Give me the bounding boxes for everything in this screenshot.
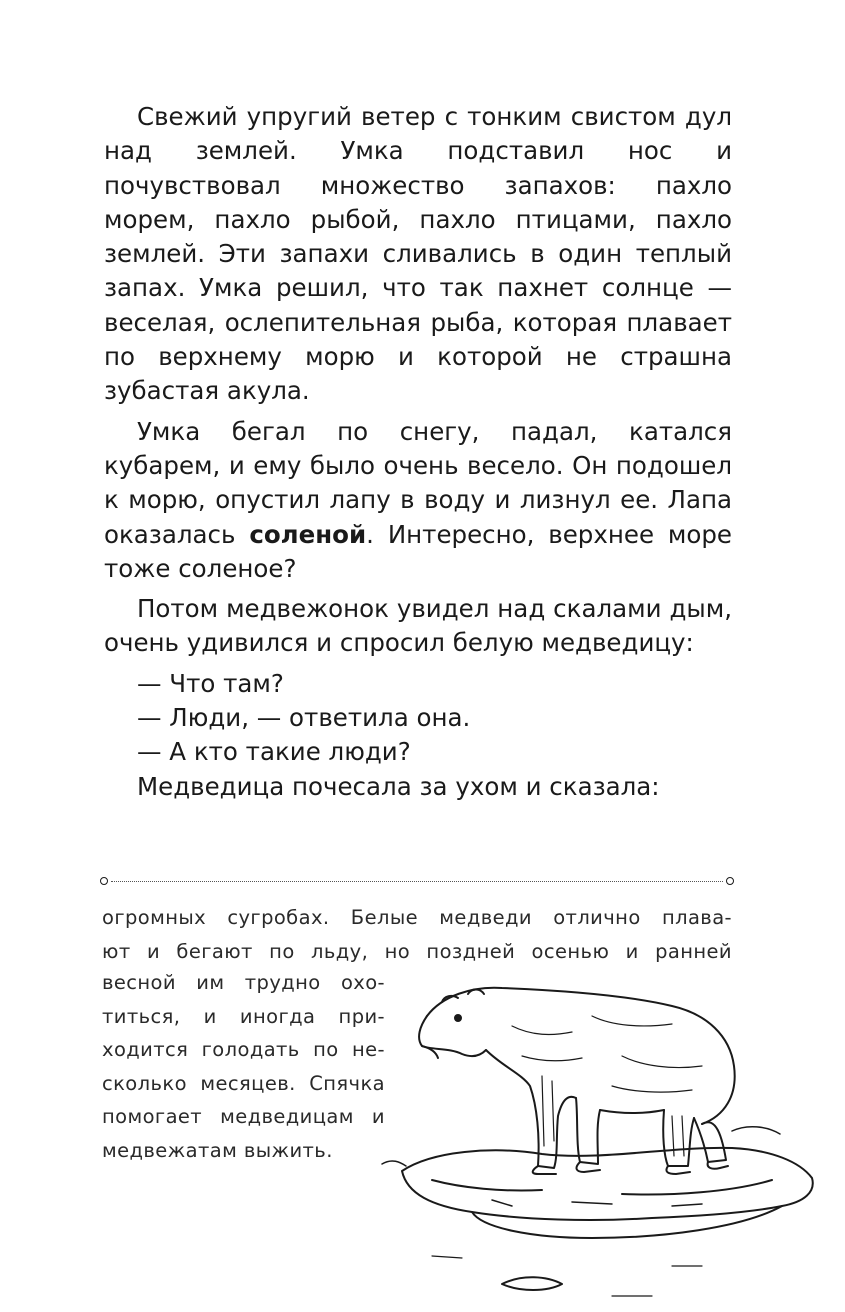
story-paragraph-2: [104, 415, 732, 586]
note-text-top: [102, 901, 732, 968]
dialogue-line-3: — А кто такие люди?: [137, 737, 411, 767]
story-paragraph-2-end: . Интересно, верхнее море тоже соленое?: [104, 519, 732, 583]
polar-bear-illustration: [372, 966, 820, 1306]
note-side-line: весной им трудно охо-: [102, 971, 385, 994]
bold-word: соленой: [249, 519, 367, 549]
dialogue-line-2: — Люди, — ответила она.: [137, 703, 471, 733]
story-paragraph-1: Свежий упругий ветер с тонким свистом дул над землей. Умка подставил нос и почувствовал множество запахов: пахло морем, пахло рыбой, пахло птицами, пахло землей. Эти запахи сливались в один теплый запах. Умка решил, что так пахнет солнце — веселая, ослепительная рыба, которая плавает по верхнему морю и которой не страшна зубастая акула.: [104, 102, 732, 406]
note-side-line: титься, и иногда при-: [102, 1004, 385, 1028]
story-text: [104, 100, 732, 804]
note-side-line: ходится голодать по не-: [102, 1038, 385, 1061]
note-text-side: [102, 966, 385, 1167]
note-side-line: помогает медведицам и: [102, 1105, 385, 1128]
dotted-divider: [100, 876, 734, 886]
note-side-line: медвежатам выжить.: [102, 1138, 333, 1162]
story-paragraph-4: Медведица почесала за ухом и сказала:: [137, 771, 660, 801]
note-side-line: сколько месяцев. Спячка: [102, 1071, 385, 1095]
divider-line: [111, 881, 723, 882]
story-paragraph-2-start: Умка бегал по снегу, падал, катался кубарем, и ему было очень весело. Он подошел к морю, опустил лапу в воду и лизнул ее. Лапа оказалась: [104, 416, 732, 549]
story-paragraph-3: Потом медвежонок увидел над скалами дым, очень удивился и спросил белую медведицу:: [104, 594, 732, 658]
note-line-2: ют и бегают по льду, но поздней осенью и ранней: [102, 939, 732, 963]
dialogue-line-1: — Что там?: [137, 668, 284, 698]
polar-bear-icon: [419, 988, 735, 1174]
divider-right-dot-icon: [726, 877, 734, 885]
note-line-1: огромных сугробах. Белые медведи отлично плава-: [102, 906, 732, 929]
divider-left-dot-icon: [100, 877, 108, 885]
